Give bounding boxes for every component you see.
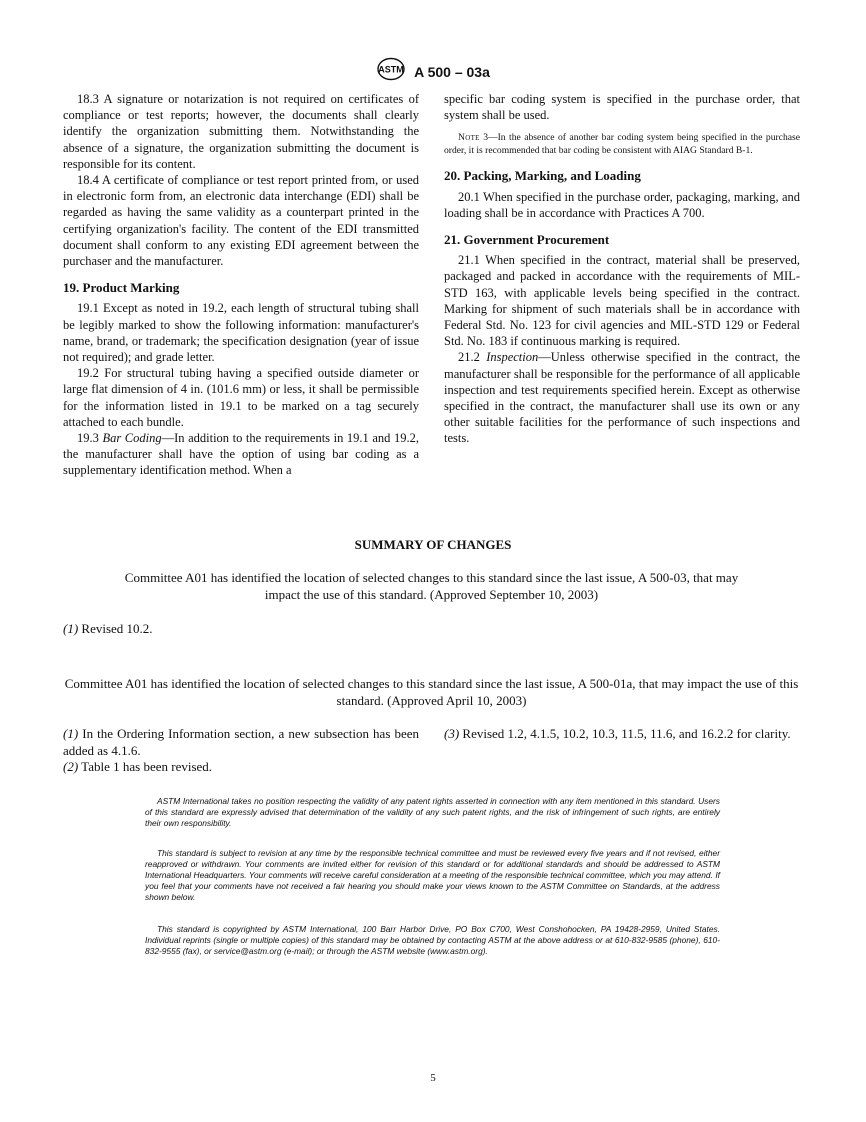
change-2-item-1 [63,726,419,759]
section-21-1: 21.1 When specified in the contract, material shall be preserved, packaged and packed in accordance with the requirements of MIL-STD 163, with applicable levels being specified in the contract. Marking for shipment of such materials shall be in accordance with Federal Std. No. 123 for civil agencies and MIL-STD 129 or Federal Std. No. 183 if continuous marking is required. [444,253,800,349]
section-19-1: 19.1 Except as noted in 19.2, each length of structural tubing shall be legibly marked to show the following information: manufacturer's name, brand, or trademark; the specification designation (year of issue not required); and grade letter. [63,301,419,365]
revision-notice: This standard is subject to revision at any time by the responsible technical committee and must be reviewed every five years and if not revised, either reapproved or withdrawn. Your comments are invited either for revision of this standard or for additional standards and should be addressed to ASTM International Headquarters. Your comments will receive careful consideration at a meeting of the responsible technical committee, which you may attend. If you feel that your comments have not received a fair hearing you should make your views known to the ASTM Committee on Standards, at the address shown below. [145,848,720,902]
change-2-item-3-number: (3) [444,726,460,741]
page-header [0,57,866,86]
right-column [444,91,800,447]
standard-designation: A 500 – 03a [414,63,490,80]
section-19-3-text: —In addition to the requirements in 19.1 and 19.2, the manufacturer shall have the option of using bar coding as a supplementary identification method. When a [63,431,419,478]
section-19-2: 19.2 For structural tubing having a specified outside diameter or large flat dimension of 4 in. (101.6 mm) or less, it shall be permissible for the information listed in 19.1 to be marked on a tag securely attached to each bundle. [63,366,419,429]
astm-logo-icon [376,57,406,86]
change-item-1-number: (1) [63,621,79,636]
summary-of-changes-title: SUMMARY OF CHANGES [354,537,512,552]
heading-19-product-marking: 19. Product Marking [63,280,180,296]
note-3-label: Note [458,132,480,144]
summary-para-1: Committee A01 has identified the location of selected changes to this standard since the last issue, A 500-03, that may impact the use of this standard. (Approved September 10, 2003) [124,570,739,602]
changes-left-column [63,726,419,776]
change-2-item-2-number: (2) [63,759,79,774]
change-item-1 [63,621,153,638]
section-19-3-title: Bar Coding [102,431,162,446]
change-item-1-text: Revised 10.2. [78,621,153,636]
section-21-2-number: 21.2 [458,350,480,365]
section-19-3 [63,430,419,479]
astm-logo-text: ASTM [378,64,404,75]
page-number: 5 [430,1072,436,1084]
note-3-text: 3—In the absence of another bar coding system being specified in the purchase order, it is recommended that bar coding be consistent with AIAG Standard B-1. [444,132,800,157]
section-19-3-continued: specific bar coding system is specified in the purchase order, that system shall be used. [444,92,800,123]
change-2-item-3 [444,726,800,743]
section-18-3: 18.3 A signature or notarization is not required on certificates of compliance or test reports; however, the documents shall clearly identify the organization submitting them. Notwithstanding the absence of a signature, the organization submitting the document is responsible for its content. [63,92,419,171]
patent-disclaimer: ASTM International takes no position respecting the validity of any patent rights asserted in connection with any item mentioned in this standard. Users of this standard are expressly advised that determination of the validity of any such patent rights, and the risk of infringement of such rights, are entirely their own responsibility. [145,796,720,828]
section-20-1: 20.1 When specified in the purchase order, packaging, marking, and loading shall be in accordance with Practices A 700. [444,189,800,220]
changes-right-column [444,726,800,743]
change-2-item-1-number: (1) [63,726,79,741]
change-2-item-2-text: Table 1 has been revised. [78,759,213,774]
copyright-notice: This standard is copyrighted by ASTM International, 100 Barr Harbor Drive, PO Box C700, West Conshohocken, PA 19428-2959, United States. Individual reprints (single or multiple copies) of this standard may be obtained by contacting ASTM at the above address or at 610-832-9585 (phone), 610-832-9555 (fax), or service@astm.org (e-mail); or through the ASTM website (www.astm.org). [145,924,720,956]
summary-para-2: Committee A01 has identified the location of selected changes to this standard since the last issue, A 500-01a, that may impact the use of this standard. (Approved April 10, 2003) [64,676,799,708]
section-21-2-title: Inspection [486,350,539,365]
section-18-4: 18.4 A certificate of compliance or test report printed from, or used in electronic form from, an electronic data interchange (EDI) shall be regarded as having the same validity as a counterpart printed in the certifying organization's facility. The content of the EDI transmitted document shall conform to any existing EDI agreement between the purchaser and the manufacturer. [63,173,419,269]
left-column [63,91,419,479]
section-19-3-number: 19.3 [77,431,99,446]
change-2-item-3-text: Revised 1.2, 4.1.5, 10.2, 10.3, 11.5, 11.6, and 16.2.2 for clarity. [459,726,791,741]
change-2-item-1-text: In the Ordering Information section, a new subsection has been added as 4.1.6. [63,726,419,758]
note-3 [444,131,800,157]
section-21-2 [444,349,800,446]
change-2-item-2 [63,759,419,776]
section-21-2-text: —Unless otherwise specified in the contract, the manufacturer shall be responsible for the performance of all applicable inspection and test requirements specified herein. Except as otherwise specified in the contract, the manufacturer shall use its own or any other suitable facilities for the performance of such inspections and tests. [444,350,800,446]
heading-21-government-procurement: 21. Government Procurement [444,232,610,248]
heading-20-packing: 20. Packing, Marking, and Loading [444,168,641,184]
